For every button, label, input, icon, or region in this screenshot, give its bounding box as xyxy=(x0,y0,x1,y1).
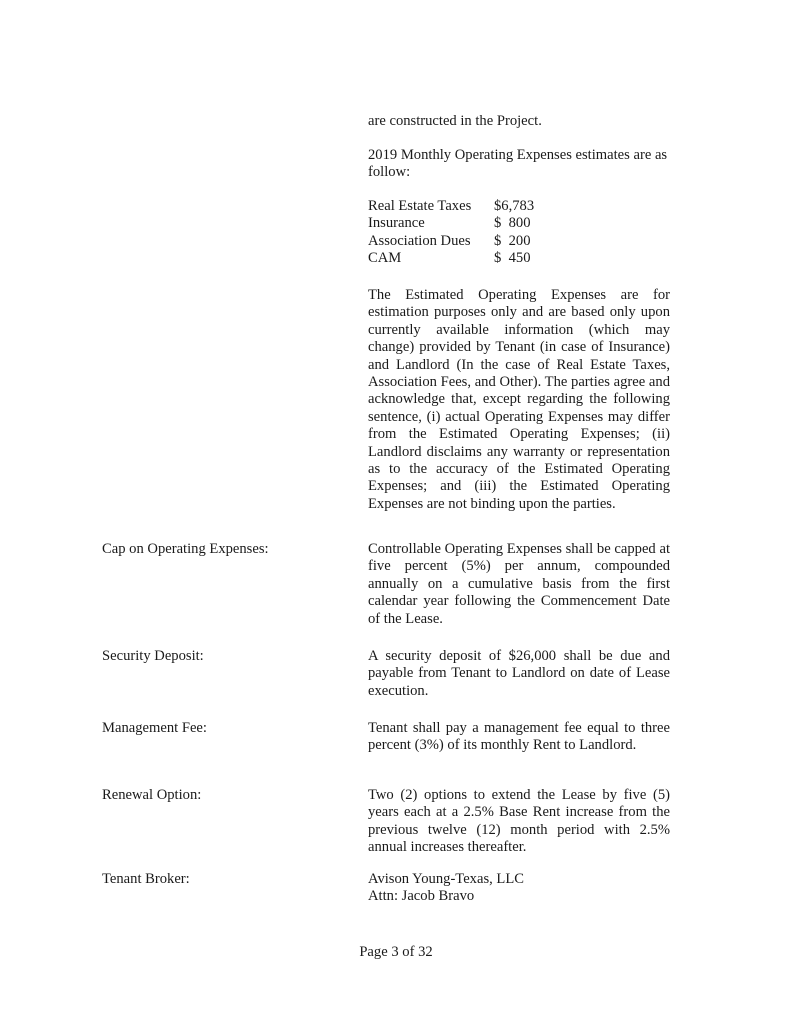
estimates-intro: 2019 Monthly Operating Expenses estimates are as follow: xyxy=(368,147,668,181)
expense-estimates-table xyxy=(368,198,534,268)
expense-amount: $ 200 xyxy=(494,232,531,249)
expense-name: CAM xyxy=(368,250,402,267)
expense-amount: $ 800 xyxy=(494,215,531,232)
disclaimer-paragraph: The Estimated Operating Expenses are for estimation purposes only and are based only upon currently available information (which may change) provided by Tenant (in case of Insurance) and Landlord (In the case of Real Estate Taxes, Association Fees, and Other). The parties agree and acknowledge that, except regarding the following sentence, (i) actual Operating Expenses may differ from the Estimated Operating Expenses; (ii) Landlord disclaims any warranty or representation as to the accuracy of the Estimated Operating Expenses; and (iii) the Estimated Operating Expenses are not binding upon the parties. xyxy=(368,287,670,512)
expense-row xyxy=(368,198,534,215)
expense-row xyxy=(368,215,534,232)
term-label-security-deposit: Security Deposit: xyxy=(102,648,204,664)
term-label-renewal-option: Renewal Option: xyxy=(102,787,202,803)
expense-name: Association Dues xyxy=(368,232,471,249)
term-label-tenant-broker: Tenant Broker: xyxy=(102,871,190,887)
continued-text: are constructed in the Project. xyxy=(368,113,542,129)
expense-row xyxy=(368,250,534,267)
expense-row xyxy=(368,233,534,250)
tenant-broker-attn: Attn: Jacob Bravo xyxy=(368,888,475,904)
term-text-cap: Controllable Operating Expenses shall be capped at five percent (5%) per annum, compounded annually on a cumulative basis from the first calendar year following the Commencement Date of the Lease. xyxy=(368,541,670,627)
term-label-cap: Cap on Operating Expenses: xyxy=(102,541,269,557)
expense-name: Insurance xyxy=(368,215,425,232)
term-label-management-fee: Management Fee: xyxy=(102,720,207,736)
term-text-security-deposit: A security deposit of $26,000 shall be due and payable from Tenant to Landlord on date of Lease execution. xyxy=(368,648,670,699)
expense-amount: $ 450 xyxy=(494,250,531,267)
term-text-management-fee: Tenant shall pay a management fee equal to three percent (3%) of its monthly Rent to Landlord. xyxy=(368,720,670,754)
page-number: Page 3 of 32 xyxy=(359,944,433,960)
tenant-broker-name: Avison Young-Texas, LLC xyxy=(368,871,524,887)
expense-amount: $6,783 xyxy=(494,198,535,214)
expense-name: Real Estate Taxes xyxy=(368,198,472,214)
term-text-renewal-option: Two (2) options to extend the Lease by five (5) years each at a 2.5% Base Rent increase from the previous twelve (12) month period with 2.5% annual increases thereafter. xyxy=(368,787,670,856)
